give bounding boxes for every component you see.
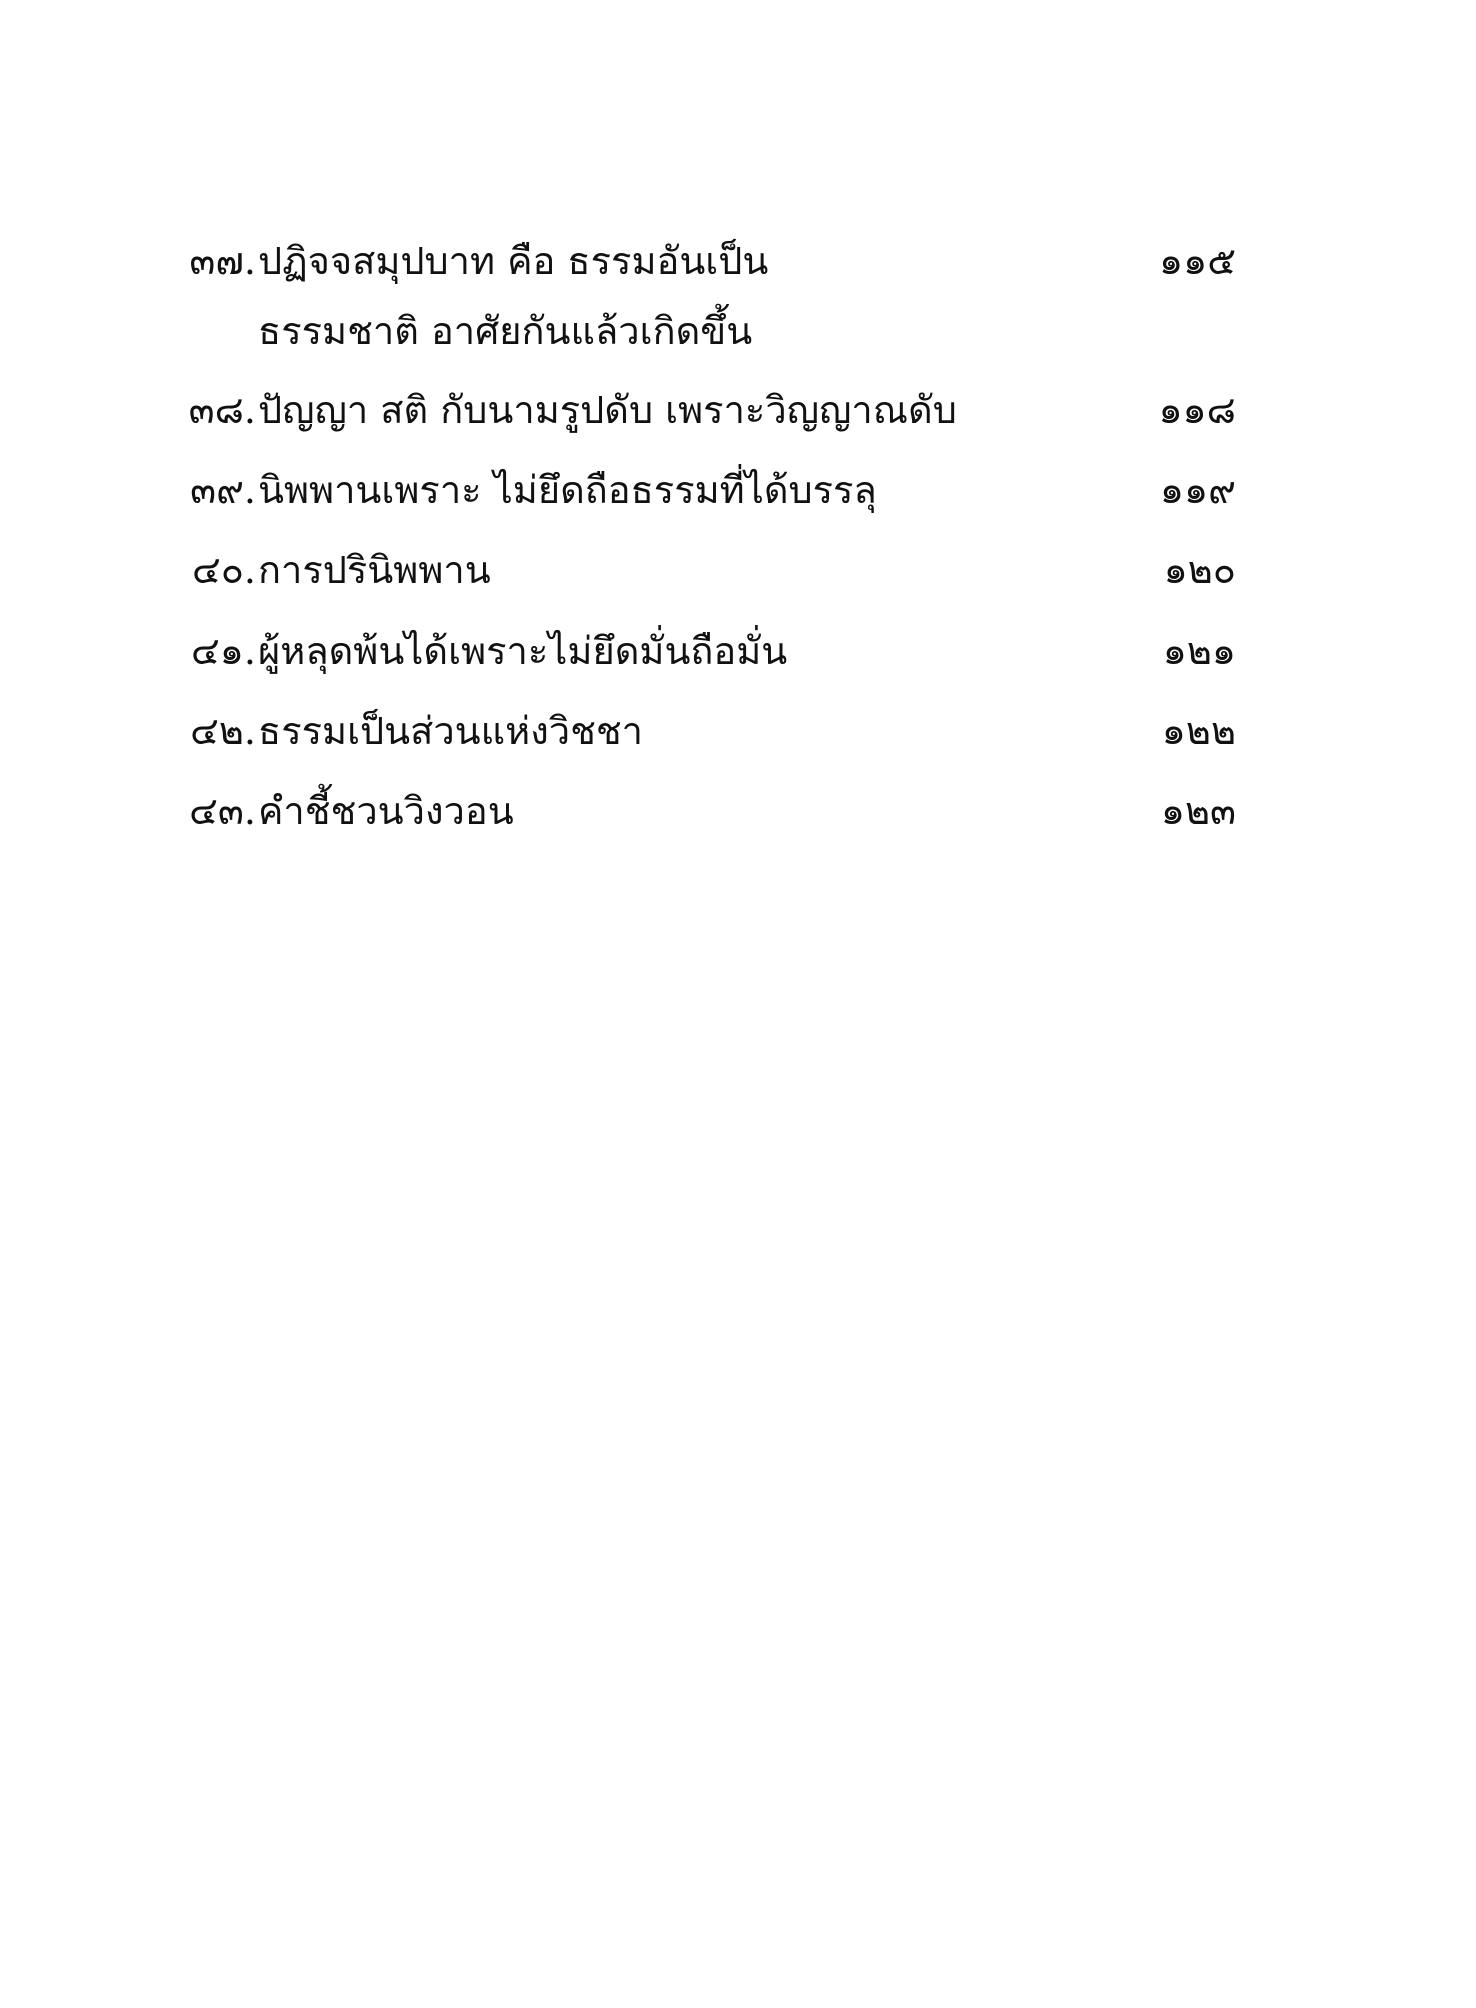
- entry-number: ๓๙.: [190, 468, 256, 512]
- entry-title-line: ธรรมเป็นส่วนแห่งวิชชา: [258, 709, 644, 753]
- entry-number: ๓๘.: [188, 388, 256, 432]
- entry-number: ๔๐.: [191, 548, 256, 592]
- entry-page-number: ๑๒๒: [1161, 709, 1236, 753]
- entry-title-line: ผู้หลุดพ้นได้เพราะไม่ยึดมั่นถือมั่น: [258, 629, 788, 673]
- entry-number: ๔๒.: [190, 709, 256, 753]
- entry-page-number: ๑๑๙: [1159, 468, 1236, 512]
- entry-title: [258, 776, 1138, 846]
- entry-title-line: คำชี้ชวนวิงวอน: [258, 789, 514, 833]
- entry-title-line: ปฏิจจสมุปบาท คือ ธรรมอันเป็น: [258, 239, 769, 283]
- entry-page-number: ๑๑๕: [1158, 239, 1236, 283]
- entry-title-line: ปัญญา สติ กับนามรูปดับ เพราะวิญญาณดับ: [258, 388, 957, 432]
- entry-number: ๔๓.: [189, 789, 256, 833]
- entry-title: [258, 535, 1138, 605]
- entry-number: ๓๗.: [189, 239, 256, 283]
- entry-title-line: นิพพานเพราะ ไม่ยึดถือธรรมที่ได้บรรลุ: [258, 468, 877, 512]
- entry-title: [258, 616, 1138, 686]
- entry-page-number: ๑๒๐: [1163, 548, 1236, 592]
- entry-page-number: ๑๑๘: [1158, 388, 1236, 432]
- entry-title: [258, 455, 1138, 525]
- entry-page-number: ๑๒๓: [1160, 789, 1236, 833]
- entry-page-number: ๑๒๑: [1162, 629, 1236, 673]
- entry-title: [258, 226, 1138, 366]
- entry-title: [258, 696, 1138, 766]
- entry-title-line: การปรินิพพาน: [258, 548, 491, 592]
- entry-number: ๔๑.: [191, 629, 256, 673]
- entry-title: [258, 375, 1138, 445]
- entry-title-line: ธรรมชาติ อาศัยกันแล้วเกิดขึ้น: [258, 309, 753, 353]
